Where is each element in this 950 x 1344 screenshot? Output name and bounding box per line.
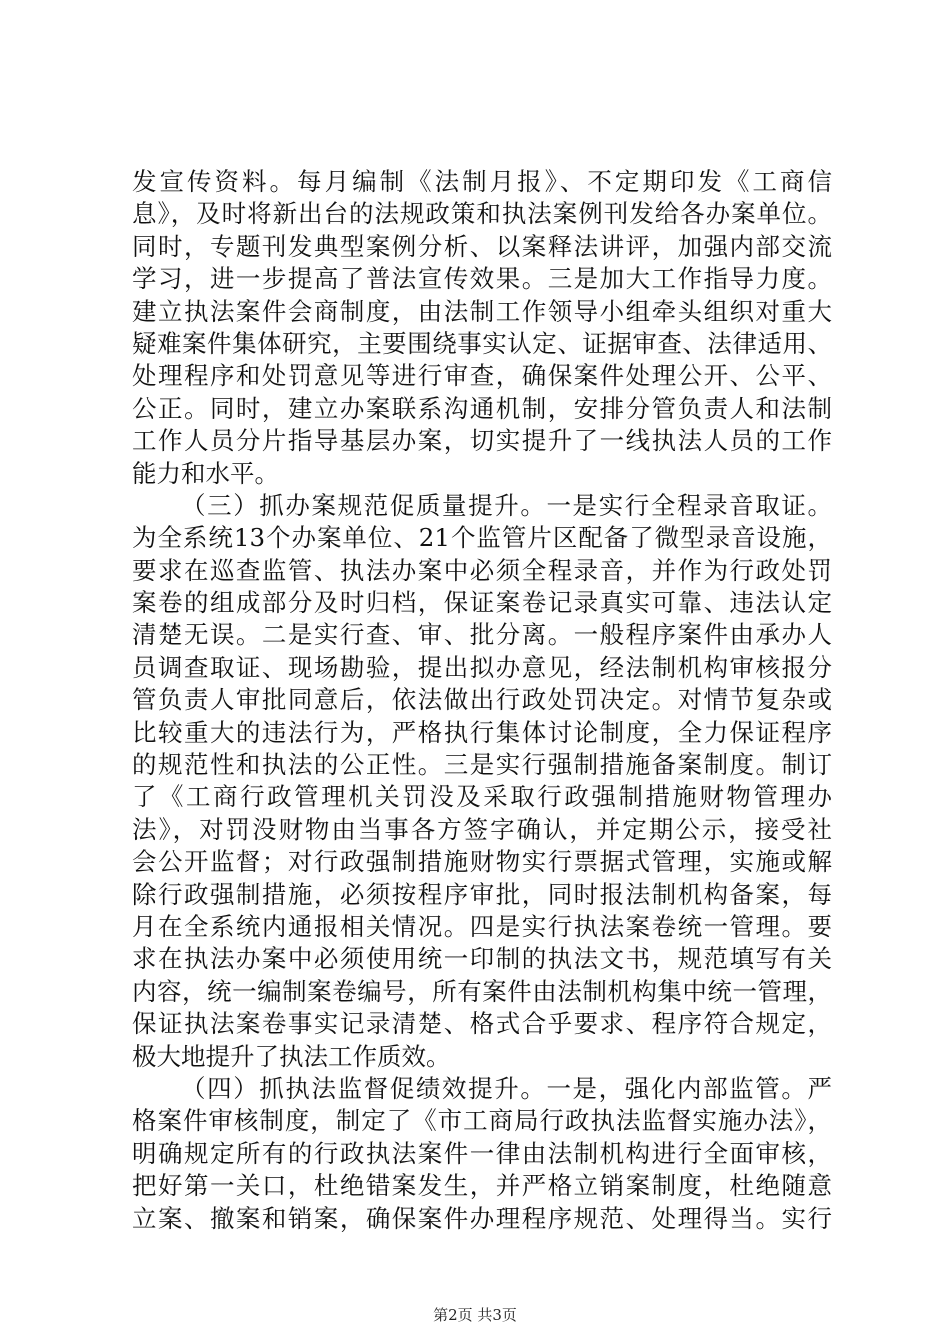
text-line: 立案、撤案和销案，确保案件办理程序规范、处理得当。实行 <box>132 1203 832 1233</box>
text-line: 员调查取证、现场勘验，提出拟办意见，经法制机构审核报分 <box>132 652 832 682</box>
text-line: 案卷的组成部分及时归档，保证案卷记录真实可靠、违法认定 <box>132 588 832 618</box>
text-line: 明确规定所有的行政执法案件一律由法制机构进行全面审核， <box>132 1138 832 1168</box>
text-line: 法》，对罚没财物由当事各方签字确认，并定期公示，接受社 <box>132 814 832 844</box>
text-line: 公正。同时，建立办案联系沟通机制，安排分管负责人和法制 <box>132 393 832 423</box>
text-line: 除行政强制措施，必须按程序审批，同时报法制机构备案，每 <box>132 879 832 909</box>
text-line: 疑难案件集体研究，主要围绕事实认定、证据审查、法律适用、 <box>132 328 832 358</box>
text-line: 内容，统一编制案卷编号，所有案件由法制机构集中统一管理， <box>132 976 832 1006</box>
text-line: 求在执法办案中必须使用统一印制的执法文书，规范填写有关 <box>132 944 832 974</box>
text-line: 建立执法案件会商制度，由法制工作领导小组牵头组织对重大 <box>132 296 832 326</box>
text-line: 极大地提升了执法工作质效。 <box>132 1041 451 1071</box>
text-line: 要求在巡查监管、执法办案中必须全程录音，并作为行政处罚 <box>132 555 832 585</box>
text-line: 保证执法案卷事实记录清楚、格式合乎要求、程序符合规定， <box>132 1009 832 1039</box>
text-line: 了《工商行政管理机关罚没及采取行政强制措施财物管理办 <box>132 782 832 812</box>
text-line: 处理程序和处罚意见等进行审查，确保案件处理公开、公平、 <box>132 361 832 391</box>
text-line: 工作人员分片指导基层办案，切实提升了一线执法人员的工作 <box>132 426 832 456</box>
text-line: （四）抓执法监督促绩效提升。一是，强化内部监管。严 <box>181 1073 832 1103</box>
text-line: 能力和水平。 <box>132 458 279 488</box>
text-line: （三）抓办案规范促质量提升。一是实行全程录音取证。 <box>181 490 832 520</box>
body-text <box>132 166 832 1235</box>
text-line: 格案件审核制度，制定了《市工商局行政执法监督实施办法》， <box>132 1106 832 1136</box>
text-line: 息》，及时将新出台的法规政策和执法案例刊发给各办案单位。 <box>132 199 832 229</box>
text-line: 管负责人审批同意后，依法做出行政处罚决定。对情节复杂或 <box>132 685 832 715</box>
text-line: 同时，专题刊发典型案例分析、以案释法讲评，加强内部交流 <box>132 231 832 261</box>
text-line: 为全系统13个办案单位、21个监管片区配备了微型录音设施， <box>132 523 832 553</box>
text-line: 的规范性和执法的公正性。三是实行强制措施备案制度。制订 <box>132 750 832 780</box>
text-line: 比较重大的违法行为，严格执行集体讨论制度，全力保证程序 <box>132 717 832 747</box>
text-line: 清楚无误。二是实行查、审、批分离。一般程序案件由承办人 <box>132 620 832 650</box>
text-line: 会公开监督；对行政强制措施财物实行票据式管理，实施或解 <box>132 847 832 877</box>
text-line: 发宣传资料。每月编制《法制月报》、不定期印发《工商信 <box>132 167 832 196</box>
text-line: 学习，进一步提高了普法宣传效果。三是加大工作指导力度。 <box>132 264 832 294</box>
text-line: 月在全系统内通报相关情况。四是实行执法案卷统一管理。要 <box>132 911 832 941</box>
page-footer: 第2页 共3页 <box>433 1306 517 1324</box>
text-line: 把好第一关口，杜绝错案发生，并严格立销案制度，杜绝随意 <box>132 1171 832 1201</box>
